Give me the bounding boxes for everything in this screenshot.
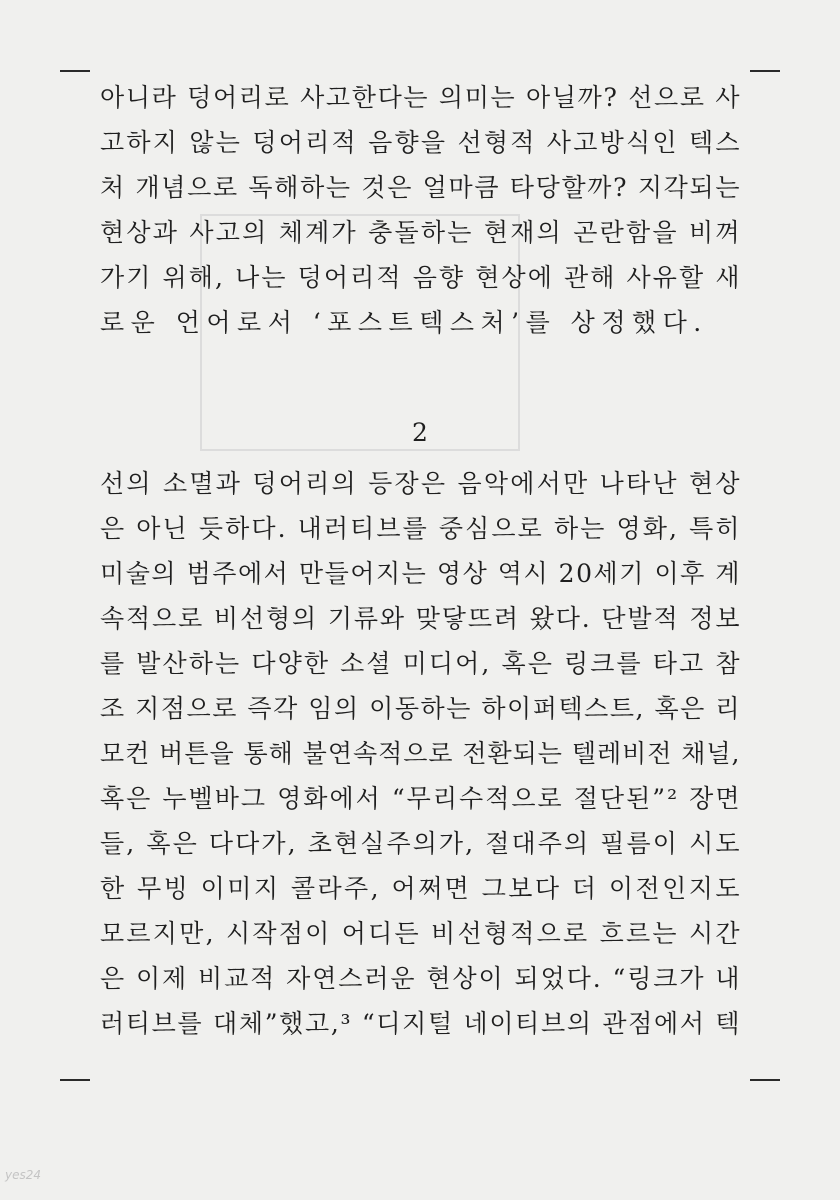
- text-line: 모컨 버튼을 통해 불연속적으로 전환되는 텔레비전 채널,: [100, 739, 741, 768]
- text-line: 조 지점으로 즉각 임의 이동하는 하이퍼텍스트, 혹은 리: [100, 694, 742, 723]
- text-line: 처 개념으로 독해하는 것은 얼마큼 타당할까? 지각되는: [100, 173, 742, 202]
- text-line: 아니라 덩어리로 사고한다는 의미는 아닐까? 선으로 사: [100, 83, 742, 112]
- crop-mark-top-right: [750, 70, 780, 72]
- text-line: 은 이제 비교적 자연스러운 현상이 되었다. “링크가 내: [100, 964, 742, 993]
- paragraph-top: [100, 75, 740, 345]
- crop-mark-top-left: [60, 70, 90, 72]
- text-line: 혹은 누벨바그 영화에서 “무리수적으로 절단된”² 장면: [100, 784, 742, 813]
- text-line: 속적으로 비선형의 기류와 맞닿뜨려 왔다. 단발적 정보: [100, 604, 742, 633]
- text-line: 고하지 않는 덩어리적 음향을 선형적 사고방식인 텍스: [100, 128, 742, 157]
- text-line: 로운 언어로서 ‘포스트텍스처’를 상정했다.: [100, 308, 708, 337]
- text-line: 가기 위해, 나는 덩어리적 음향 현상에 관해 사유할 새: [100, 263, 742, 292]
- section-number: 2: [412, 418, 428, 447]
- text-line: 를 발산하는 다양한 소셜 미디어, 혹은 링크를 타고 참: [100, 649, 742, 678]
- text-line: 들, 혹은 다다가, 초현실주의가, 절대주의 필름이 시도: [100, 829, 742, 858]
- text-line: 러티브를 대체”했고,³ “디지털 네이티브의 관점에서 텍: [100, 1009, 742, 1038]
- paragraph-bottom: [100, 461, 740, 1046]
- text-line: 선의 소멸과 덩어리의 등장은 음악에서만 나타난 현상: [100, 469, 742, 498]
- watermark: yes24: [5, 1168, 42, 1182]
- text-line: 한 무빙 이미지 콜라주, 어쩌면 그보다 더 이전인지도: [100, 874, 742, 903]
- text-line: 현상과 사고의 체계가 충돌하는 현재의 곤란함을 비껴: [100, 218, 742, 247]
- crop-mark-bottom-left: [60, 1079, 90, 1081]
- text-line: 미술의 범주에서 만들어지는 영상 역시 20세기 이후 계: [100, 559, 742, 588]
- text-line: 은 아닌 듯하다. 내러티브를 중심으로 하는 영화, 특히: [100, 514, 742, 543]
- crop-mark-bottom-right: [750, 1079, 780, 1081]
- text-line: 모르지만, 시작점이 어디든 비선형적으로 흐르는 시간: [100, 919, 742, 948]
